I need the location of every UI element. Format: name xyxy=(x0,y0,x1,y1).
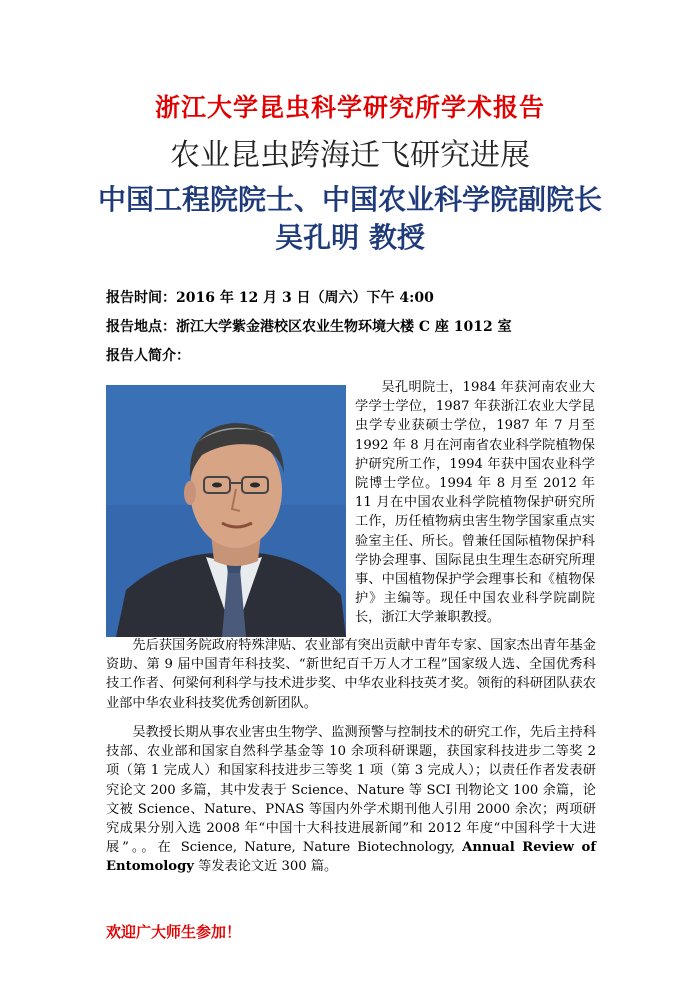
speaker-photo xyxy=(106,385,346,637)
welcome-text: 欢迎广大师生参加！ xyxy=(106,923,242,941)
time-value: 2016 年 12 月 3 日（周六）下午 4:00 xyxy=(176,290,434,306)
bio-paragraph-3-end: 等发表论文近 300 篇。 xyxy=(193,859,338,875)
institute-heading: 浙江大学昆虫科学研究所学术报告 xyxy=(154,93,545,122)
bio-awards xyxy=(106,636,596,713)
time-label: 报告时间： xyxy=(106,290,176,306)
speaker-name: 吴孔明 教授 xyxy=(275,221,425,254)
speaker-title: 中国工程院院士、中国农业科学院副院长 xyxy=(97,183,602,216)
place-value: 浙江大学紫金港校区农业生物环境大楼 C 座 1012 室 xyxy=(176,319,512,335)
bio-paragraph-2: 先后获国务院政府特殊津贴、农业部有突出贡献中青年专家、国家杰出青年基金资助、第 9 届中国青年科技奖、“新世纪百千万人才工程”国家级人选、全国优秀科技工作者、何梁何利科学与技术进步奖、中华农业科技英才奖。领衔的科研团队获农业部中华农业科技奖优秀创新团队。 xyxy=(106,638,596,711)
bio-journal-bold: Annual Review of Entomology xyxy=(106,840,597,875)
bio-intro-column xyxy=(355,378,595,628)
bio-paragraph-3 xyxy=(106,723,596,877)
bio-paragraph-1: 吴孔明院士，1984 年获河南农业大学学士学位，1987 年获浙江农业大学昆虫学专业获硕士学位，1987 年 7 月至 1992 年 8 月在河南省农业科学院植物保护研究所工作，1994 年获中国农业科学院博士学位。1994 年 8 月至 2012 年 11 月在中国农业科学院植物保护研究所工作，历任植物病虫害生物学国家重点实验室主任、所长。曾兼任国际植物保护科学协会理事、国际昆虫生理生态研究所理事、中国植物保护学会理事长和《植物保护》主编等。现任中国农业科学院副院长，浙江大学兼职教授。 xyxy=(355,380,595,626)
bio-paragraph-3-text: 吴教授长期从事农业害虫生物学、监测预警与控制技术的研究工作，先后主持科技部、农业部和国家自然科学基金等 10 余项科研课题，获国家科技进步二等奖 2 项（第 1 完成人）和国家科技进步三等奖 1 项（第 3 完成人）；以责任作者发表研究论文 200 多篇，其中发表于 Science、Nature 等 SCI 刊物论文 100 余篇，论文被 Science、Nature、PNAS 等国内外学术期刊他人引用 2000 余次；两项研究成果分别入选 2008 年“中国十大科技进展新闻”和 2012 年度“中国科学十大进展”。。在 Science, Nature, Nature Biotechnology, xyxy=(106,725,596,856)
speaker-portrait-icon xyxy=(106,385,346,637)
talk-time xyxy=(106,287,434,307)
bio-research xyxy=(106,723,596,877)
bio-label: 报告人简介： xyxy=(106,348,190,364)
place-label: 报告地点： xyxy=(106,319,176,335)
talk-place xyxy=(106,316,512,336)
talk-title: 农业昆虫跨海迁飞研究进展 xyxy=(170,138,530,173)
